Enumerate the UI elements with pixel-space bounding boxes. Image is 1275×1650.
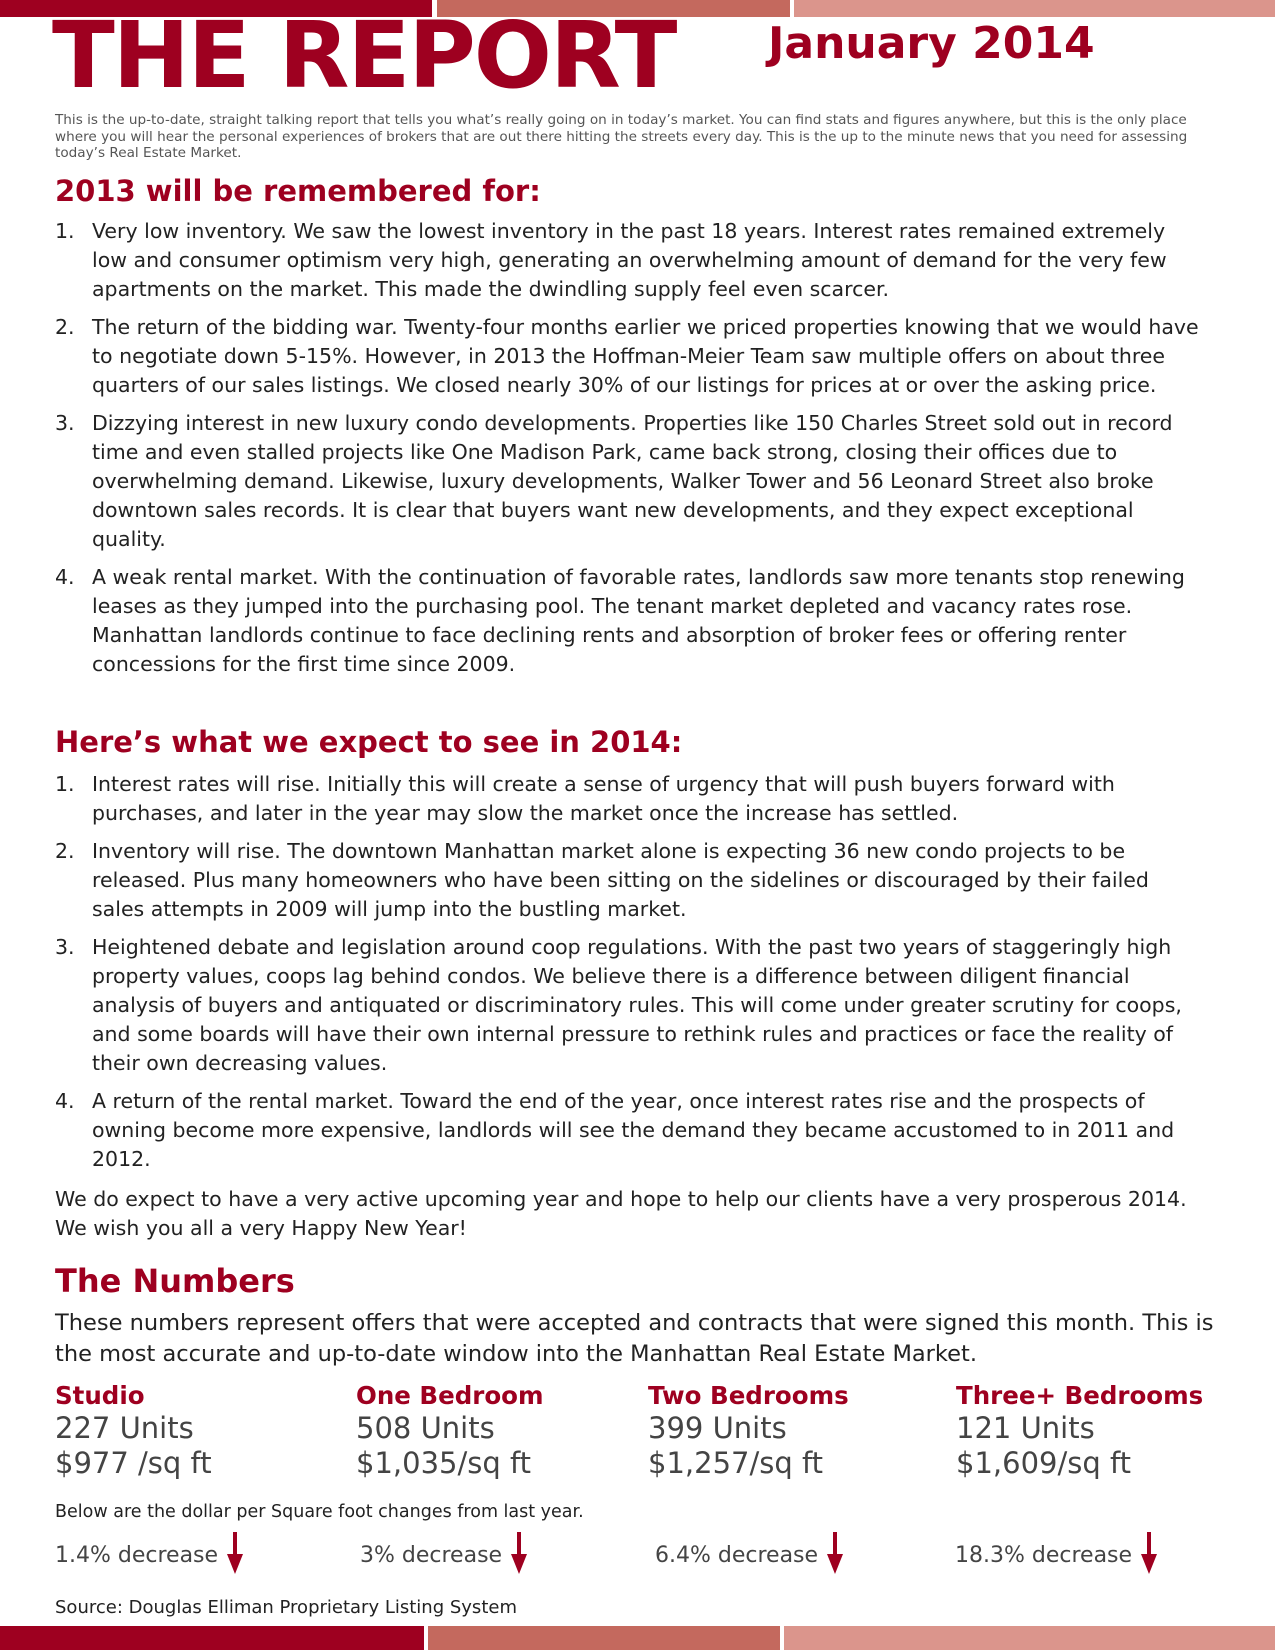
stat-price: $1,609/sq ft — [956, 1446, 1132, 1480]
item-text: A return of the rental market. Toward the end of the year, once interest rates rise and the prospects of owning become more expensive, landlords will see the demand they became accustomed to in 2011 and 2012. — [92, 1089, 1175, 1171]
heading-2014: Here’s what we expect to see in 2014: — [55, 725, 683, 759]
bottom-bar-light — [784, 1626, 1275, 1650]
stat-units: 227 Units — [55, 1411, 194, 1445]
item-text: The return of the bidding war. Twenty-four months earlier we priced properties knowing that we would have to negotiate down 5-15%. However, in 2013 the Hoffman-Meier Team saw multiple offers on about three quarters of our sales listings. We closed nearly 30% of our listings for prices at or over the asking price. — [92, 315, 1199, 397]
item-number: 2. — [55, 315, 75, 339]
bottom-bar-dark — [0, 1626, 424, 1650]
item-text: Dizzying interest in new luxury condo developments. Properties like 150 Charles Street sold out in record time and even stalled projects like One Madison Park, came back strong, closing their offices due to overwhelming demand. Likewise, luxury developments, Walker Tower and 56 Leonard Street also broke downtown sales records. It is clear that buyers want new developments, and they expect exceptional quality. — [92, 411, 1173, 551]
item-number: 2. — [55, 839, 75, 863]
down-arrow-icon — [1140, 1532, 1158, 1574]
change-text: 3% decrease — [360, 1542, 503, 1568]
list-item — [55, 770, 1200, 828]
intro-paragraph: This is the up-to-date, straight talking report that tells you what’s really going on in today’s market. You can find stats and figures anywhere, but this is the only place where you will hear the personal experiences of brokers that are out there hitting the streets every day. This is the up to the minute news that you need for assessing today’s Real Estate Market. — [55, 112, 1188, 161]
change-three-plus-bedrooms — [955, 1534, 1158, 1576]
stat-column-studio — [55, 1381, 212, 1481]
item-number: 1. — [55, 772, 75, 796]
heading-numbers: The Numbers — [55, 1262, 295, 1300]
list-2014 — [55, 770, 1200, 1183]
down-arrow-icon — [510, 1532, 528, 1574]
down-arrow-icon — [226, 1532, 244, 1574]
down-arrow-icon — [826, 1532, 844, 1574]
change-text: 6.4% decrease — [655, 1542, 819, 1568]
stat-column-three-plus-bedrooms — [956, 1381, 1203, 1481]
list-item — [55, 313, 1200, 400]
stat-price: $1,035/sq ft — [356, 1446, 532, 1480]
item-number: 3. — [55, 935, 75, 959]
change-text: 18.3% decrease — [955, 1542, 1133, 1568]
report-title: THE REPORT — [52, 2, 676, 109]
stat-label: Two Bedrooms — [648, 1381, 849, 1410]
stat-units: 508 Units — [356, 1411, 495, 1445]
stat-units: 121 Units — [956, 1411, 1095, 1445]
stat-column-two-bedrooms — [648, 1381, 849, 1481]
top-bar-light — [794, 0, 1275, 17]
list-item — [55, 217, 1200, 304]
change-text: 1.4% decrease — [55, 1542, 219, 1568]
list-item — [55, 1087, 1200, 1174]
item-text: Very low inventory. We saw the lowest inventory in the past 18 years. Interest rates remained extremely low and consumer optimism very high, generating an overwhelming amount of demand for the very few apartments on the market. This made the dwindling supply feel even scarcer. — [92, 219, 1167, 301]
change-one-bedroom — [360, 1534, 528, 1576]
change-studio — [55, 1534, 244, 1576]
bottom-bar-mid — [428, 1626, 780, 1650]
stat-price: $977 /sq ft — [55, 1446, 212, 1480]
list-item — [55, 409, 1200, 554]
change-two-bedrooms — [655, 1534, 844, 1576]
closing-paragraph: We do expect to have a very active upcoming year and hope to help our clients have a very prosperous 2014. We wish you all a very Happy New Year! — [55, 1187, 1187, 1240]
stat-column-one-bedroom — [356, 1381, 544, 1481]
item-number: 4. — [55, 1089, 75, 1113]
item-text: Inventory will rise. The downtown Manhattan market alone is expecting 36 new condo projects to be released. Plus many homeowners who have been sitting on the sidelines or discouraged by their failed sales attempts in 2009 will jump into the bustling market. — [92, 839, 1149, 921]
report-date: January 2014 — [768, 18, 1095, 69]
stat-label: Three+ Bedrooms — [956, 1381, 1204, 1410]
stat-units: 399 Units — [648, 1411, 787, 1445]
stat-price: $1,257/sq ft — [648, 1446, 824, 1480]
list-item — [55, 837, 1200, 924]
item-number: 4. — [55, 565, 75, 589]
item-text: A weak rental market. With the continuation of favorable rates, landlords saw more tenants stop renewing leases as they jumped into the purchasing pool. The tenant market depleted and vacancy rates rose. Manhattan landlords continue to face declining rents and absorption of broker fees or offering renter concessions for the first time since 2009. — [92, 565, 1185, 676]
source-citation: Source: Douglas Elliman Proprietary Listing System — [55, 1597, 517, 1618]
item-text: Heightened debate and legislation around coop regulations. With the past two years of staggeringly high property values, coops lag behind condos. We believe there is a difference between diligent financial analysis of buyers and antiquated or discriminatory rules. This will come under greater scrutiny for coops, and some boards will have their own internal pressure to rethink rules and practices or face the reality of their own decreasing values. — [92, 935, 1182, 1075]
item-number: 1. — [55, 219, 75, 243]
list-item — [55, 563, 1200, 679]
list-2013 — [55, 217, 1200, 688]
numbers-intro: These numbers represent offers that were accepted and contracts that were signed this month. This is the most accurate and up-to-date window into the Manhattan Real Estate Market. — [55, 1310, 1214, 1367]
stat-label: One Bedroom — [356, 1381, 544, 1410]
change-note: Below are the dollar per Square foot changes from last year. — [55, 1502, 584, 1522]
item-number: 3. — [55, 411, 75, 435]
heading-2013: 2013 will be remembered for: — [55, 174, 541, 208]
stat-label: Studio — [55, 1381, 145, 1410]
item-text: Interest rates will rise. Initially this will create a sense of urgency that will push buyers forward with purchases, and later in the year may slow the market once the increase has settled. — [92, 772, 1115, 825]
list-item — [55, 933, 1200, 1078]
